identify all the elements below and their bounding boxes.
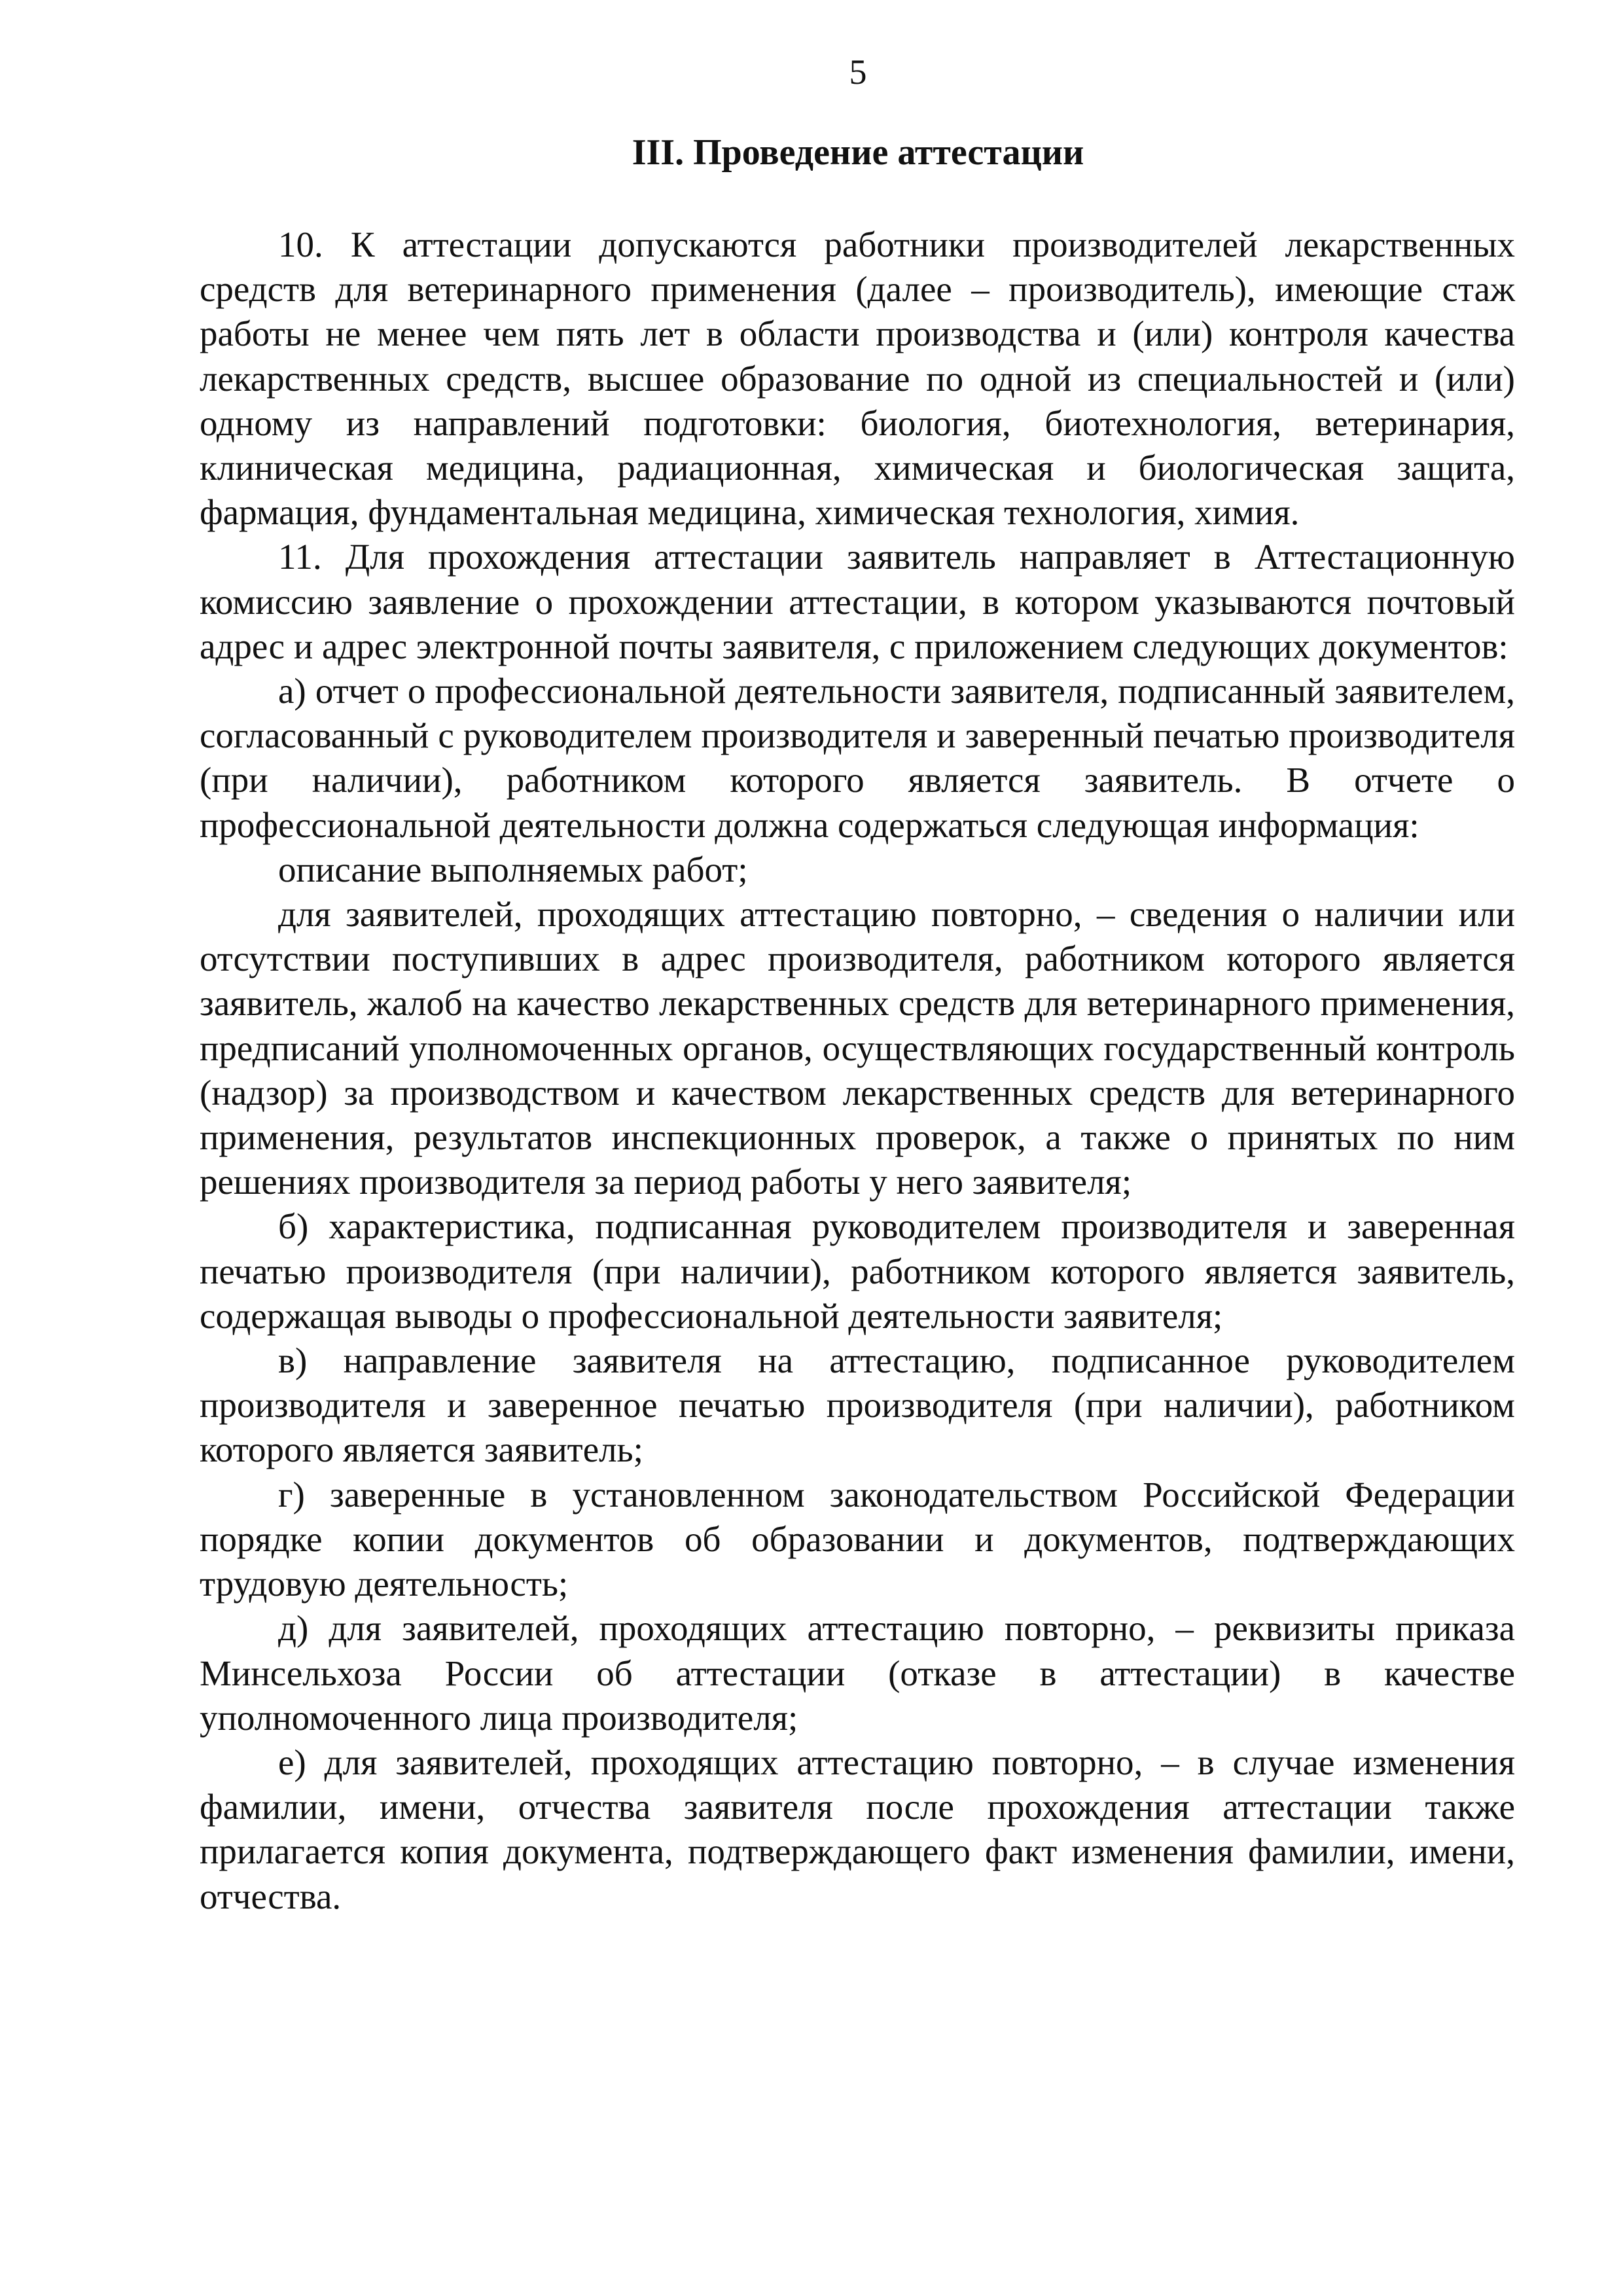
item-v: в) направление заявителя на аттестацию, подписанное руководителем производителя и заверенное печатью производителя (при наличии), работником которого является заявитель; [200,1340,1515,1470]
item-a-repeat-info: для заявителей, проходящих аттестацию повторно, – сведения о наличии или отсутствии поступивших в адрес производителя, работником которого является заявитель, жалоб на качество лекарственных средств для ветеринарного применения, предписаний уполномоченных органов, осуществляющих государственный контроль (надзор) за производством и качеством лекарственных средств для ветеринарного применения, результатов инспекционных проверок, а также о принятых по ним решениях производителя за период работы у него заявителя; [200,894,1515,1202]
paragraph-11: 11. Для прохождения аттестации заявитель направляет в Аттестационную комиссию заявление о прохождении аттестации, в котором указываются почтовый адрес и адрес электронной почты заявителя, с приложением следующих документов: [200,537,1515,666]
item-d: д) для заявителей, проходящих аттестацию повторно, – реквизиты приказа Минсельхоза России об аттестации (отказе в аттестации) в качестве уполномоченного лица производителя; [200,1608,1515,1738]
item-a-description: описание выполняемых работ; [278,849,748,889]
paragraph-10: 10. К аттестации допускаются работники производителей лекарственных средств для ветеринарного применения (далее – производитель), имеющие стаж работы не менее чем пять лет в области производства и (или) контроля качества лекарственных средств, высшее образование по одной из специальностей и (или) одному из направлений подготовки: биология, биотехнология, ветеринария, клиническая медицина, радиационная, химическая и биологическая защита, фармация, фундаментальная медицина, химическая технология, химия. [200,224,1515,533]
section-title: III. Проведение аттестации [632,132,1084,173]
page-number: 5 [849,52,867,92]
item-b: б) характеристика, подписанная руководителем производителя и заверенная печатью производителя (при наличии), работником которого является заявитель, содержащая выводы о профессиональной деятельности заявителя; [200,1206,1515,1336]
item-a: а) отчет о профессиональной деятельности заявителя, подписанный заявителем, согласованный с руководителем производителя и заверенный печатью производителя (при наличии), работником которого является заявитель. В отчете о профессиональной деятельности должна содержаться следующая информация: [200,671,1515,845]
item-e: е) для заявителей, проходящих аттестацию повторно, – в случае изменения фамилии, имени, отчества заявителя после прохождения аттестации также прилагается копия документа, подтверждающего факт изменения фамилии, имени, отчества. [200,1742,1515,1916]
item-g: г) заверенные в установленном законодательством Российской Федерации порядке копии документов об образовании и документов, подтверждающих трудовую деятельность; [200,1474,1515,1604]
document-body [200,223,1515,1919]
